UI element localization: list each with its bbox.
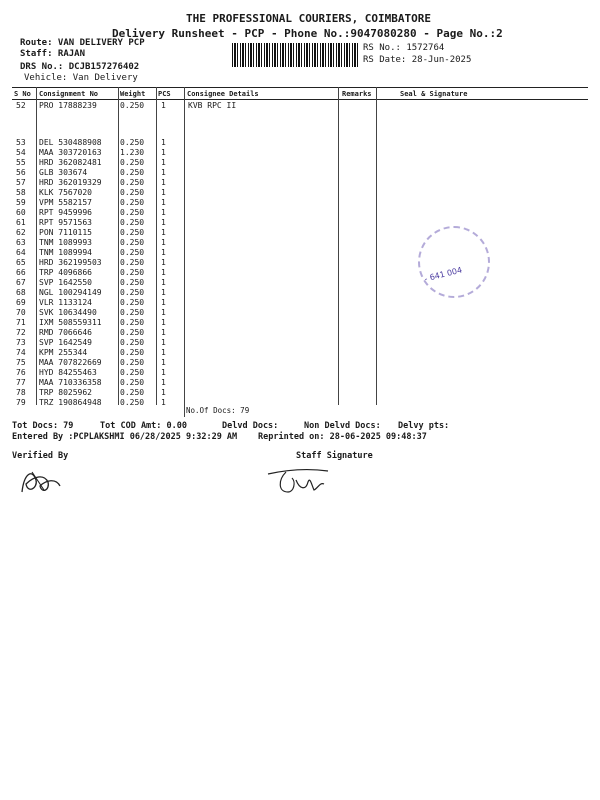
cell-consignment: TRZ 190864948 — [39, 398, 102, 407]
table-row — [12, 398, 588, 408]
verified-by-label: Verified By — [12, 451, 69, 461]
delivered-docs: Delvd Docs: — [222, 421, 279, 431]
cell-sno: 75 — [16, 358, 26, 367]
cell-sno: 64 — [16, 248, 26, 257]
cell-sno: 61 — [16, 218, 26, 227]
cell-consignment: HYD 84255463 — [39, 368, 97, 377]
cell-weight: 0.250 — [120, 138, 145, 147]
table-row — [12, 388, 588, 398]
table-row — [12, 358, 588, 368]
cell-consignment: MAA 303720163 — [39, 148, 102, 157]
cell-pcs: 1 — [161, 208, 166, 217]
cell-sno: 76 — [16, 368, 26, 377]
table-row — [12, 268, 588, 278]
delivery-points: Delvy pts: — [398, 421, 450, 431]
route: Route: VAN DELIVERY PCP — [20, 38, 145, 48]
table-row — [12, 178, 588, 188]
cell-sno: 78 — [16, 388, 26, 397]
cell-pcs: 1 — [161, 138, 166, 147]
cell-weight: 0.250 — [120, 258, 145, 267]
cell-consignment: RPT 9459996 — [39, 208, 92, 217]
cell-sno: 79 — [16, 398, 26, 407]
cell-sno: 62 — [16, 228, 26, 237]
stamp-text: - 641 004 — [423, 265, 464, 284]
cell-weight: 0.250 — [120, 208, 145, 217]
cell-sno: 65 — [16, 258, 26, 267]
cell-consignment: HRD 362199503 — [39, 258, 102, 267]
table-row — [12, 318, 588, 328]
cell-consignment: RMD 7066646 — [39, 328, 92, 337]
table-row — [12, 168, 588, 178]
cell-consignment: TNM 1089993 — [39, 238, 92, 247]
cell-sno: 72 — [16, 328, 26, 337]
cell-pcs: 1 — [161, 398, 166, 407]
table-row — [12, 338, 588, 348]
table-row — [12, 238, 588, 248]
cell-sno: 67 — [16, 278, 26, 287]
cell-sno: 53 — [16, 138, 26, 147]
cell-weight: 0.250 — [120, 358, 145, 367]
barcode-icon — [232, 43, 358, 67]
cell-sno: 68 — [16, 288, 26, 297]
tot-cod-amount: Tot COD Amt: 0.00 — [100, 421, 187, 431]
cell-consignment: IXM 508559311 — [39, 318, 102, 327]
cell-weight: 0.250 — [120, 248, 145, 257]
cell-pcs: 1 — [161, 378, 166, 387]
table-row — [12, 158, 588, 168]
cell-consignment: MAA 707822669 — [39, 358, 102, 367]
cell-pcs: 1 — [161, 278, 166, 287]
cell-sno: 73 — [16, 338, 26, 347]
cell-weight: 0.250 — [120, 378, 145, 387]
staff: Staff: RAJAN — [20, 49, 86, 59]
table-row — [12, 148, 588, 158]
verified-signature-icon — [14, 460, 74, 500]
cell-weight: 0.250 — [120, 318, 145, 327]
table-row — [12, 228, 588, 238]
cell-sno: 66 — [16, 268, 26, 277]
cell-weight: 0.250 — [120, 308, 145, 317]
col-weight: Weight — [120, 90, 146, 98]
cell-consignee: KVB RPC II — [188, 101, 237, 110]
cell-weight: 0.250 — [120, 101, 145, 110]
cell-pcs: 1 — [161, 218, 166, 227]
cell-consignment: SVK 10634490 — [39, 308, 97, 317]
vehicle: Vehicle: Van Delivery — [24, 73, 138, 83]
cell-consignment: HRD 362019329 — [39, 178, 102, 187]
company-name: THE PROFESSIONAL COURIERS, COIMBATORE — [186, 12, 432, 25]
cell-pcs: 1 — [161, 248, 166, 257]
col-seal-signature: Seal & Signature — [400, 90, 468, 98]
staff-signature-label: Staff Signature — [296, 451, 373, 461]
reprinted-on: Reprinted on: 28-06-2025 09:48:37 — [258, 432, 427, 442]
cell-weight: 0.250 — [120, 268, 145, 277]
cell-consignment: PON 7110115 — [39, 228, 92, 237]
cell-sno: 63 — [16, 238, 26, 247]
cell-pcs: 1 — [161, 168, 166, 177]
cell-weight: 0.250 — [120, 368, 145, 377]
table-row — [12, 188, 588, 198]
cell-pcs: 1 — [161, 101, 166, 110]
cell-pcs: 1 — [161, 228, 166, 237]
cell-consignment: KLK 7567020 — [39, 188, 92, 197]
cell-consignment: SVP 1642550 — [39, 278, 92, 287]
table-row — [12, 348, 588, 358]
cell-pcs: 1 — [161, 178, 166, 187]
cell-weight: 0.250 — [120, 328, 145, 337]
tot-docs: Tot Docs: 79 — [12, 421, 74, 431]
no-of-docs: No.Of Docs: 79 — [186, 406, 250, 415]
cell-pcs: 1 — [161, 288, 166, 297]
staff-signature-icon — [266, 462, 346, 502]
cell-consignment: VLR 1133124 — [39, 298, 92, 307]
table-row — [12, 298, 588, 308]
cell-weight: 0.250 — [120, 298, 145, 307]
cell-pcs: 1 — [161, 348, 166, 357]
cell-sno: 77 — [16, 378, 26, 387]
cell-consignment: RPT 9571563 — [39, 218, 92, 227]
cell-pcs: 1 — [161, 148, 166, 157]
cell-sno: 58 — [16, 188, 26, 197]
cell-sno: 54 — [16, 148, 26, 157]
cell-weight: 0.250 — [120, 218, 145, 227]
cell-pcs: 1 — [161, 358, 166, 367]
rs-date: RS Date: 28-Jun-2025 — [363, 55, 472, 65]
cell-sno: 74 — [16, 348, 26, 357]
rs-number: RS No.: 1572764 — [363, 43, 445, 53]
cell-weight: 0.250 — [120, 338, 145, 347]
cell-pcs: 1 — [161, 328, 166, 337]
cell-sno: 71 — [16, 318, 26, 327]
table-row — [12, 308, 588, 318]
cell-sno: 69 — [16, 298, 26, 307]
table-row — [12, 288, 588, 298]
col-pcs: PCS — [158, 90, 171, 98]
cell-weight: 0.250 — [120, 288, 145, 297]
cell-pcs: 1 — [161, 198, 166, 207]
table-row — [12, 378, 588, 388]
cell-weight: 1.230 — [120, 148, 145, 157]
cell-consignment: MAA 710336358 — [39, 378, 102, 387]
cell-sno: 56 — [16, 168, 26, 177]
cell-pcs: 1 — [161, 268, 166, 277]
col-consignee: Consignee Details — [187, 90, 259, 98]
cell-pcs: 1 — [161, 298, 166, 307]
drs-number: DRS No.: DCJB157276402 — [20, 62, 140, 72]
cell-consignment: KPM 255344 — [39, 348, 88, 357]
cell-pcs: 1 — [161, 158, 166, 167]
cell-pcs: 1 — [161, 368, 166, 377]
cell-consignment: DEL 530488908 — [39, 138, 102, 147]
table-row — [12, 138, 588, 148]
cell-weight: 0.250 — [120, 178, 145, 187]
cell-weight: 0.250 — [120, 238, 145, 247]
table-row — [12, 218, 588, 228]
cell-consignment: PRO 17888239 — [39, 101, 97, 110]
cell-pcs: 1 — [161, 338, 166, 347]
cell-weight: 0.250 — [120, 168, 145, 177]
col-sno: S No — [14, 90, 31, 98]
cell-consignment: NGL 100294149 — [39, 288, 102, 297]
cell-weight: 0.250 — [120, 348, 145, 357]
col-remarks: Remarks — [342, 90, 372, 98]
seal-stamp — [418, 226, 490, 298]
cell-pcs: 1 — [161, 318, 166, 327]
cell-consignment: TNM 1089994 — [39, 248, 92, 257]
consignment-table — [12, 87, 588, 417]
cell-sno: 60 — [16, 208, 26, 217]
cell-consignment: HRD 362082481 — [39, 158, 102, 167]
table-row — [12, 198, 588, 208]
cell-sno: 59 — [16, 198, 26, 207]
entered-by: Entered By :PCPLAKSHMI 06/28/2025 9:32:29 AM — [12, 432, 238, 442]
non-delivered-docs: Non Delvd Docs: — [304, 421, 381, 431]
cell-sno: 52 — [16, 101, 26, 110]
col-consignment: Consignment No — [39, 90, 99, 98]
cell-weight: 0.250 — [120, 198, 145, 207]
cell-sno: 55 — [16, 158, 26, 167]
cell-pcs: 1 — [161, 238, 166, 247]
table-row — [12, 278, 588, 288]
cell-weight: 0.250 — [120, 388, 145, 397]
table-row — [12, 328, 588, 338]
cell-pcs: 1 — [161, 388, 166, 397]
cell-consignment: TRP 8025962 — [39, 388, 92, 397]
table-row — [12, 208, 588, 218]
cell-consignment: TRP 4096866 — [39, 268, 92, 277]
cell-weight: 0.250 — [120, 228, 145, 237]
cell-consignment: SVP 1642549 — [39, 338, 92, 347]
cell-pcs: 1 — [161, 308, 166, 317]
cell-sno: 70 — [16, 308, 26, 317]
cell-pcs: 1 — [161, 258, 166, 267]
cell-weight: 0.250 — [120, 188, 145, 197]
cell-weight: 0.250 — [120, 398, 145, 407]
cell-consignment: GLB 303674 — [39, 168, 88, 177]
table-row — [12, 368, 588, 378]
table-row — [12, 258, 588, 268]
cell-weight: 0.250 — [120, 278, 145, 287]
cell-weight: 0.250 — [120, 158, 145, 167]
table-row — [12, 101, 588, 111]
runsheet-title: Delivery Runsheet - PCP - Phone No.:9047080280 - Page No.:2 — [112, 27, 503, 40]
cell-pcs: 1 — [161, 188, 166, 197]
table-row — [12, 248, 588, 258]
cell-sno: 57 — [16, 178, 26, 187]
cell-consignment: VPM 5582157 — [39, 198, 92, 207]
